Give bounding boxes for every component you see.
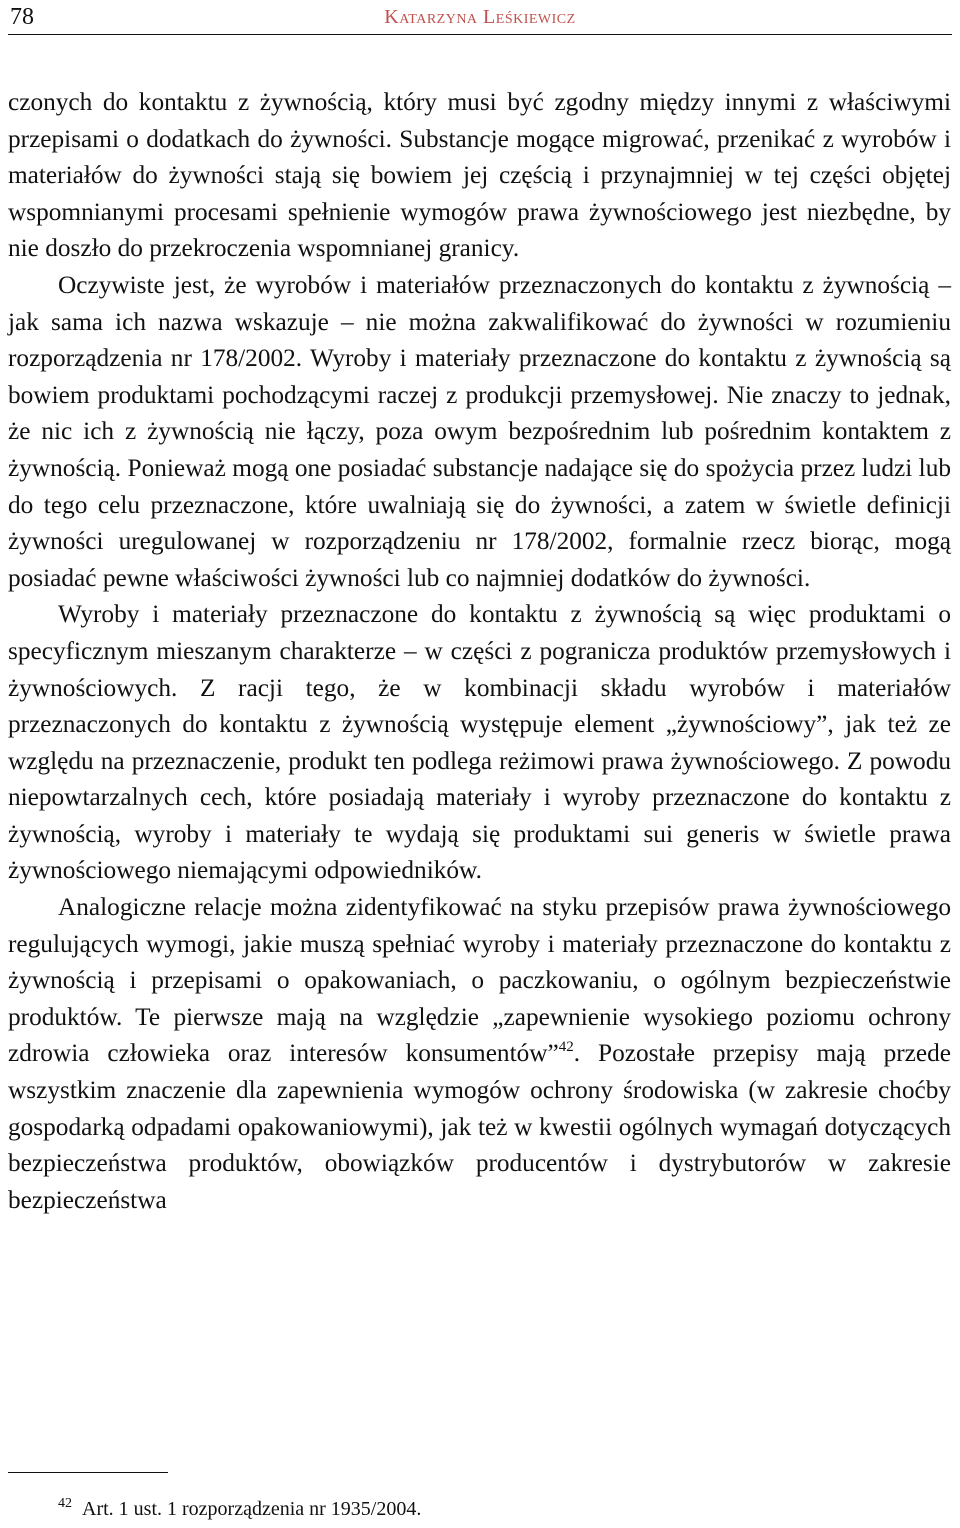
running-header [8, 0, 952, 35]
footnote-separator [8, 1472, 168, 1473]
paragraph: Wyroby i materiały przeznaczone do kontaktu z żywnością są więc produktami o specyficznym mieszanym charakterze – w części z pogranicza produktów przemysłowych i żywnościowych. Z racji tego, że w kombinacji składu wyrobów i materiałów przeznaczonych do kontaktu z żywnością występuje element „żywnościowy”, jak też ze względu na przeznaczenie, produkt ten podlega reżimowi prawa żywnościowego. Z powodu niepowtarzalnych cech, które posiadają materiały i wyroby przeznaczone do kontaktu z żywnością, wyroby i materiały te wydają się produktami sui generis w świetle prawa żywnościowego niemającymi odpowiedników. [8, 600, 951, 885]
footnote [58, 1498, 421, 1523]
paragraph-continued: czonych do kontaktu z żywnością, który musi być zgodny między innymi z właściwymi przepisami o dodatkach do żywności. Substancje mogące migrować, przenikać z wyrobów i materiałów do żywności stają się bowiem jej częścią i przynajmniej w tej części objętej wspomnianymi procesami spełnienie wymogów prawa żywnościowego jest niezbędne, by nie doszło do przekroczenia wspomnianej granicy. [8, 88, 951, 263]
page-number: 78 [10, 4, 34, 30]
paragraph-text: . Pozostałe przepisy mają przede wszystkim znaczenie dla zapewnienia wymogów ochrony środowiska (w zakresie choćby gospodarką odpadami opakowaniowymi), jak też w kwestii ogólnych wymagań dotyczących bezpieczeństwa produktów, obowiązków producentów i dystrybutorów w zakresie bezpieczeństwa [8, 1039, 951, 1214]
paragraph [8, 889, 951, 1218]
paragraph-text: Analogiczne relacje można zidentyfikować na styku przepisów prawa żywnościowego regulujących wymogi, jakie muszą spełniać wyroby i materiały przeznaczone do kontaktu z żywnością i przepisami o opakowaniach, o paczkowaniu, o ogólnym bezpieczeństwie produktów. Te pierwsze mają na względzie „zapewnienie wysokiego poziomu ochrony zdrowia człowieka oraz interesów konsumentów” [8, 893, 951, 1068]
footnote-text: Art. 1 ust. 1 rozporządzenia nr 1935/2004. [82, 1498, 422, 1520]
paragraph: Oczywiste jest, że wyrobów i materiałów przeznaczonych do kontaktu z żywnością – jak sama ich nazwa wskazuje – nie można zakwalifikować do żywności w rozumieniu rozporządzenia nr 178/2002. Wyroby i materiały przeznaczone do kontaktu z żywnością są bowiem produktami pochodzącymi raczej z produkcji przemysłowej. Nie znaczy to jednak, że nic ich z żywnością nie łączy, poza owym bezpośrednim lub pośrednim kontaktem z żywnością. Ponieważ mogą one posiadać substancje nadające się do spożycia przez ludzi lub do tego celu przeznaczone, które uwalniają się do żywności, a zatem w świetle definicji żywności uregulowanej w rozporządzeniu nr 178/2002, formalnie rzecz biorąc, mogą posiadać pewne właściwości żywności lub co najmniej dodatków do żywności. [8, 270, 951, 592]
running-head-author: Katarzyna Leśkiewicz [384, 6, 576, 28]
footnote-number: 42 [58, 1496, 72, 1511]
body-text [8, 84, 951, 1218]
footnote-reference[interactable]: 42 [558, 1039, 574, 1056]
